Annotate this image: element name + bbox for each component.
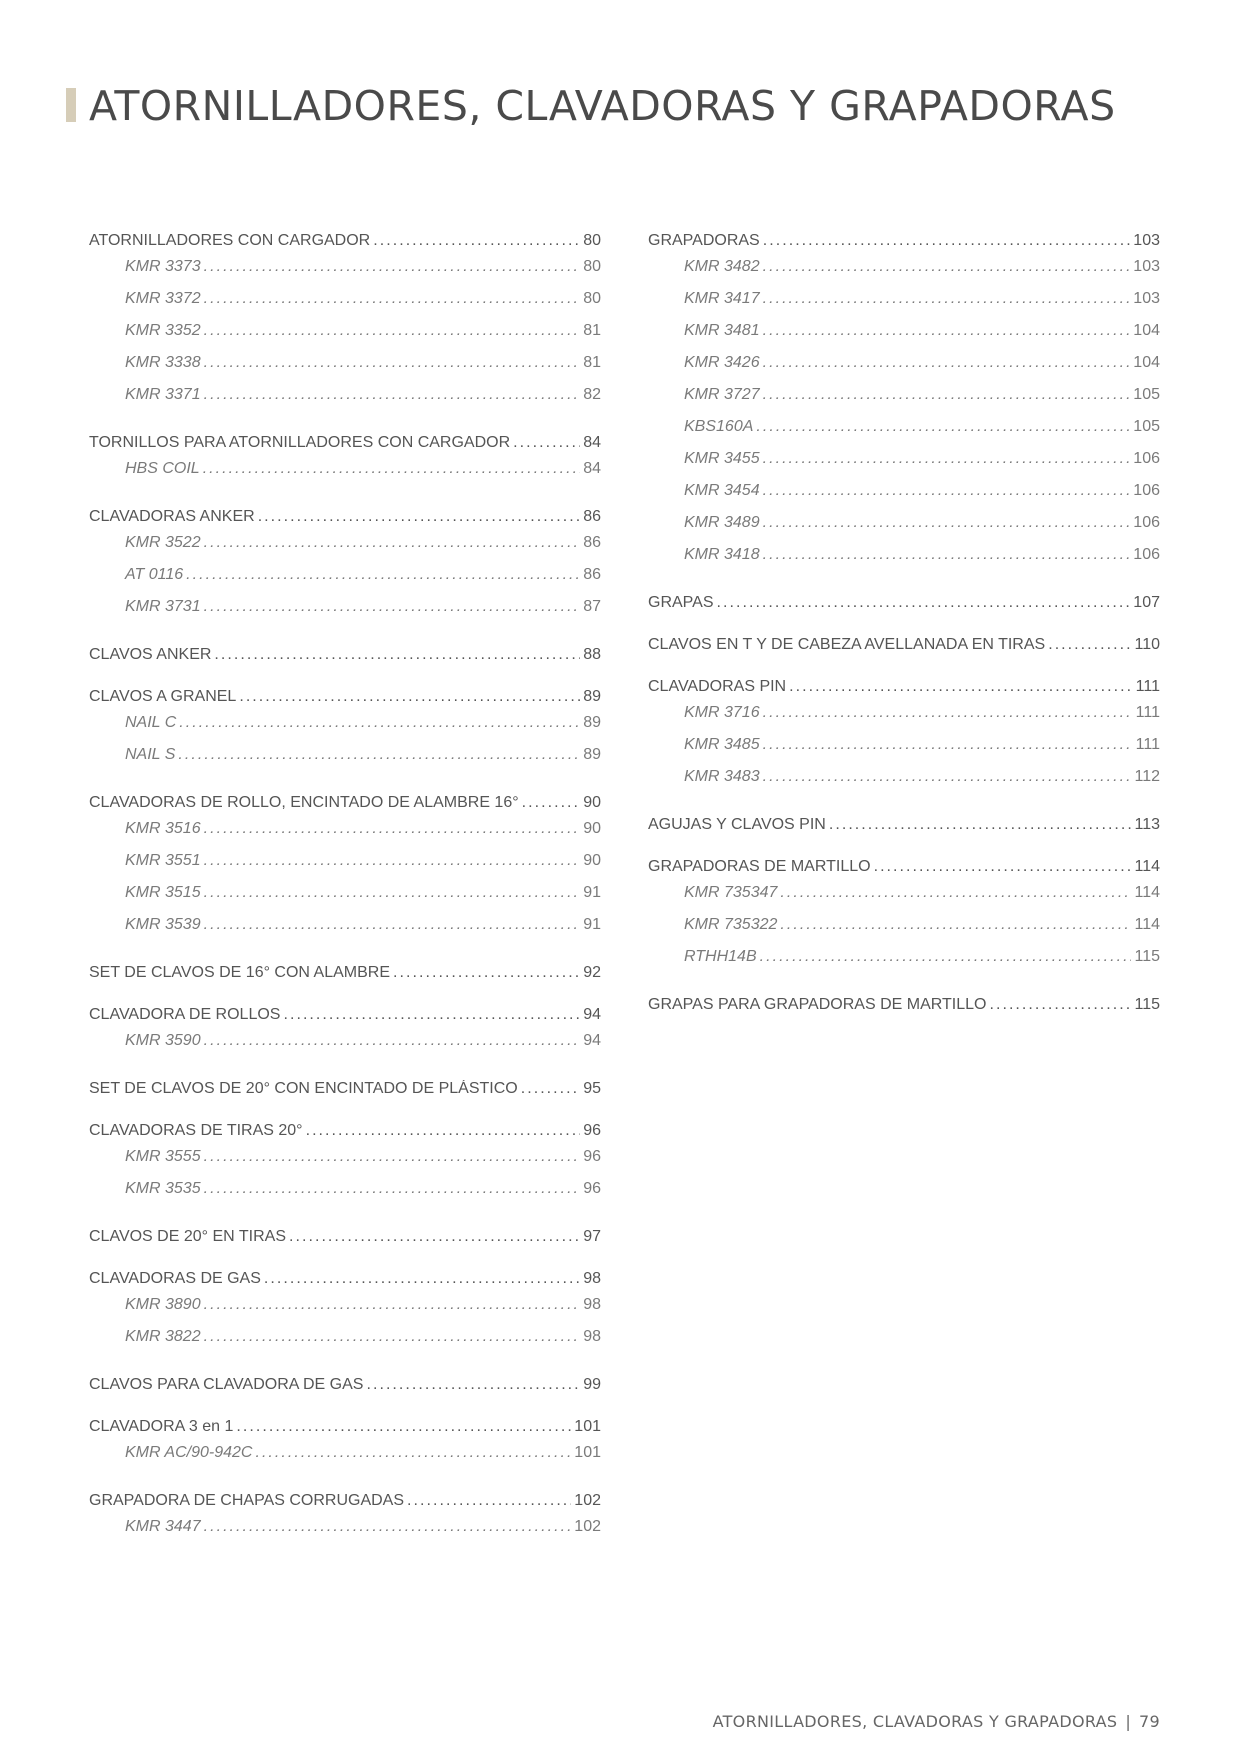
toc-entry[interactable] xyxy=(89,1228,601,1254)
toc-subentry[interactable] xyxy=(89,1328,601,1360)
toc-subentry[interactable] xyxy=(648,290,1160,322)
toc-subentry[interactable] xyxy=(89,1180,601,1212)
toc-entry-page: 99 xyxy=(583,1376,601,1393)
toc-entry-page: 86 xyxy=(583,508,601,525)
toc-section xyxy=(648,858,1160,980)
toc-leader-dots xyxy=(763,546,1131,564)
toc-subentry-label: KMR 3417 xyxy=(684,290,760,307)
toc-subentry-page: 82 xyxy=(583,386,601,403)
toc-subentry-page: 103 xyxy=(1133,290,1160,307)
toc-entry-label: GRAPADORA DE CHAPAS CORRUGADAS xyxy=(89,1492,405,1509)
toc-subentry-page: 81 xyxy=(583,354,601,371)
toc-subentry-label: KMR 3447 xyxy=(125,1518,201,1535)
toc-entry-label: GRAPADORAS xyxy=(648,232,760,249)
toc-leader-dots xyxy=(264,1270,580,1288)
toc-subentry[interactable] xyxy=(89,820,601,852)
toc-subentry-label: KBS160A xyxy=(684,418,754,435)
toc-entry-label: CLAVADORA DE ROLLOS xyxy=(89,1006,281,1023)
toc-subentry-page: 89 xyxy=(583,746,601,763)
toc-entry[interactable] xyxy=(89,1376,601,1402)
toc-subentry-page: 106 xyxy=(1133,450,1160,467)
toc-entry-label: CLAVADORAS DE ROLLO, ENCINTADO DE ALAMBRE 16° xyxy=(89,794,519,811)
toc-subentry-label: KMR 3489 xyxy=(684,514,760,531)
toc-subentry-label: NAIL S xyxy=(125,746,176,763)
toc-entry-label: CLAVADORA 3 en 1 xyxy=(89,1418,234,1435)
toc-leader-dots xyxy=(204,258,581,276)
toc-entry[interactable] xyxy=(89,688,601,714)
toc-entry-label: CLAVADORAS DE GAS xyxy=(89,1270,261,1287)
toc-section xyxy=(89,1122,601,1212)
toc-entry-label: SET DE CLAVOS DE 16° CON ALAMBRE xyxy=(89,964,391,981)
toc-leader-dots xyxy=(717,594,1131,612)
toc-entry[interactable] xyxy=(89,434,601,460)
toc-subentry[interactable] xyxy=(648,736,1160,768)
toc-subentry-page: 106 xyxy=(1133,482,1160,499)
toc-entry-label: SET DE CLAVOS DE 20° CON ENCINTADO DE PLÁSTICO xyxy=(89,1080,518,1097)
toc-entry-page: 97 xyxy=(583,1228,601,1245)
toc-leader-dots xyxy=(763,258,1131,276)
toc-section xyxy=(648,636,1160,662)
toc-subentry-label: AT 0116 xyxy=(125,566,184,583)
toc-subentry-label: KMR AC/90-942C xyxy=(125,1444,253,1461)
toc-subentry[interactable] xyxy=(89,386,601,418)
toc-leader-dots xyxy=(763,482,1131,500)
toc-subentry-label: KMR 3371 xyxy=(125,386,201,403)
toc-leader-dots xyxy=(763,514,1131,532)
toc-subentry-page: 114 xyxy=(1134,916,1160,933)
toc-entry-label: AGUJAS Y CLAVOS PIN xyxy=(648,816,826,833)
toc-entry[interactable] xyxy=(648,232,1160,258)
toc-entry-page: 115 xyxy=(1134,996,1160,1013)
toc-subentry-page: 91 xyxy=(583,916,601,933)
toc-entry-page: 98 xyxy=(583,1270,601,1287)
toc-entry[interactable] xyxy=(89,508,601,534)
page-footer xyxy=(713,1712,1160,1731)
toc-subentry-page: 90 xyxy=(583,820,601,837)
toc-leader-dots xyxy=(203,460,581,478)
toc-subentry-page: 114 xyxy=(1134,884,1160,901)
toc-leader-dots xyxy=(204,290,581,308)
toc-leader-dots xyxy=(204,884,581,902)
toc-subentry[interactable] xyxy=(89,534,601,566)
toc-subentry-label: KMR 3539 xyxy=(125,916,201,933)
toc-leader-dots xyxy=(204,1032,581,1050)
toc-subentry-label: HBS COIL xyxy=(125,460,200,477)
toc-subentry[interactable] xyxy=(648,418,1160,450)
toc-entry-page: 103 xyxy=(1133,232,1160,249)
toc-leader-dots xyxy=(874,858,1132,876)
toc-leader-dots xyxy=(763,354,1131,372)
toc-section xyxy=(89,232,601,418)
toc-entry-page: 84 xyxy=(583,434,601,451)
toc-entry[interactable] xyxy=(89,232,601,258)
toc-leader-dots xyxy=(204,1180,581,1198)
title-accent-bar xyxy=(66,88,76,122)
toc-entry-page: 111 xyxy=(1135,678,1160,695)
toc-subentry-label: KMR 3590 xyxy=(125,1032,201,1049)
toc-subentry-page: 96 xyxy=(583,1148,601,1165)
toc-entry-label: GRAPAS PARA GRAPADORAS DE MARTILLO xyxy=(648,996,987,1013)
toc-subentry-page: 105 xyxy=(1133,386,1160,403)
toc-entry[interactable] xyxy=(89,1122,601,1148)
toc-entry[interactable] xyxy=(89,646,601,672)
toc-subentry-label: KMR 3372 xyxy=(125,290,201,307)
toc-section xyxy=(648,816,1160,842)
toc-entry-label: CLAVOS PARA CLAVADORA DE GAS xyxy=(89,1376,364,1393)
toc-leader-dots xyxy=(763,768,1132,786)
toc-subentry[interactable] xyxy=(648,514,1160,546)
toc-leader-dots xyxy=(255,1444,571,1462)
toc-leader-dots xyxy=(989,996,1131,1014)
toc-subentry-label: KMR 3418 xyxy=(684,546,760,563)
toc-leader-dots xyxy=(513,434,580,452)
toc-leader-dots xyxy=(204,354,581,372)
toc-section xyxy=(648,232,1160,578)
toc-subentry[interactable] xyxy=(648,322,1160,354)
toc-subentry-label: KMR 3482 xyxy=(684,258,760,275)
toc-leader-dots xyxy=(780,884,1131,902)
toc-section xyxy=(89,508,601,630)
toc-leader-dots xyxy=(178,746,580,764)
toc-leader-dots xyxy=(306,1122,581,1140)
toc-subentry-page: 98 xyxy=(583,1296,601,1313)
toc-subentry-label: KMR 3522 xyxy=(125,534,201,551)
toc-subentry[interactable] xyxy=(89,290,601,322)
toc-entry-label: CLAVOS ANKER xyxy=(89,646,212,663)
toc-subentry-label: NAIL C xyxy=(125,714,177,731)
toc-subentry-label: KMR 3485 xyxy=(684,736,760,753)
toc-entry-label: TORNILLOS PARA ATORNILLADORES CON CARGADOR xyxy=(89,434,511,451)
toc-entry-page: 90 xyxy=(583,794,601,811)
toc-subentry-label: KMR 3483 xyxy=(684,768,760,785)
toc-leader-dots xyxy=(179,714,580,732)
toc-subentry-page: 80 xyxy=(583,290,601,307)
toc-leader-dots xyxy=(366,1376,580,1394)
toc-subentry-label: KMR 3426 xyxy=(684,354,760,371)
toc-subentry-label: KMR 3515 xyxy=(125,884,201,901)
toc-entry-page: 92 xyxy=(583,964,601,981)
toc-subentry-label: KMR 3516 xyxy=(125,820,201,837)
toc-entry-page: 94 xyxy=(583,1006,601,1023)
toc-entry[interactable] xyxy=(648,858,1160,884)
toc-subentry-label: KMR 735347 xyxy=(684,884,778,901)
toc-leader-dots xyxy=(204,1296,581,1314)
toc-entry[interactable] xyxy=(648,996,1160,1022)
toc-subentry[interactable] xyxy=(89,258,601,290)
toc-entry[interactable] xyxy=(648,816,1160,842)
toc-subentry-page: 112 xyxy=(1134,768,1160,785)
toc-leader-dots xyxy=(204,534,581,552)
toc-entry[interactable] xyxy=(89,1270,601,1296)
toc-leader-dots xyxy=(763,704,1133,722)
toc-subentry-page: 91 xyxy=(583,884,601,901)
toc-entry-label: CLAVADORAS PIN xyxy=(648,678,787,695)
toc-subentry-label: KMR 3352 xyxy=(125,322,201,339)
toc-section xyxy=(89,1228,601,1254)
toc-entry-label: CLAVOS A GRANEL xyxy=(89,688,237,705)
toc-leader-dots xyxy=(760,948,1132,966)
toc-leader-dots xyxy=(407,1492,571,1510)
toc-subentry-page: 102 xyxy=(574,1518,601,1535)
toc-entry[interactable] xyxy=(89,1492,601,1518)
toc-subentry-label: KMR 3338 xyxy=(125,354,201,371)
toc-column-right xyxy=(648,232,1160,1038)
toc-subentry[interactable] xyxy=(648,948,1160,980)
toc-subentry-page: 87 xyxy=(583,598,601,615)
toc-subentry-page: 98 xyxy=(583,1328,601,1345)
toc-entry-label: CLAVOS DE 20° EN TIRAS xyxy=(89,1228,286,1245)
toc-entry[interactable] xyxy=(648,636,1160,662)
toc-leader-dots xyxy=(763,232,1131,250)
toc-section xyxy=(89,434,601,492)
toc-section xyxy=(89,1006,601,1064)
toc-subentry-page: 86 xyxy=(583,534,601,551)
toc-subentry[interactable] xyxy=(89,884,601,916)
toc-entry-page: 89 xyxy=(583,688,601,705)
toc-subentry[interactable] xyxy=(89,322,601,354)
toc-leader-dots xyxy=(204,1518,572,1536)
toc-subentry-page: 101 xyxy=(574,1444,601,1461)
toc-leader-dots xyxy=(204,916,581,934)
toc-leader-dots xyxy=(204,322,581,340)
toc-subentry-page: 86 xyxy=(583,566,601,583)
toc-subentry-page: 96 xyxy=(583,1180,601,1197)
toc-subentry-label: KMR 3555 xyxy=(125,1148,201,1165)
toc-leader-dots xyxy=(186,566,580,584)
toc-subentry-page: 104 xyxy=(1133,322,1160,339)
toc-entry-page: 101 xyxy=(574,1418,601,1435)
toc-subentry-label: KMR 3890 xyxy=(125,1296,201,1313)
toc-section xyxy=(89,1492,601,1550)
toc-leader-dots xyxy=(204,1148,581,1166)
toc-subentry-label: KMR 3535 xyxy=(125,1180,201,1197)
toc-section xyxy=(89,1418,601,1476)
toc-subentry[interactable] xyxy=(648,704,1160,736)
toc-subentry-label: KMR 3727 xyxy=(684,386,760,403)
toc-subentry-label: KMR 3551 xyxy=(125,852,201,869)
toc-leader-dots xyxy=(283,1006,580,1024)
toc-subentry-page: 106 xyxy=(1133,546,1160,563)
toc-subentry[interactable] xyxy=(89,746,601,778)
toc-subentry[interactable] xyxy=(89,1444,601,1476)
toc-leader-dots xyxy=(239,688,580,706)
toc-leader-dots xyxy=(258,508,581,526)
toc-leader-dots xyxy=(214,646,580,664)
toc-section xyxy=(89,688,601,778)
toc-leader-dots xyxy=(522,794,581,812)
toc-subentry-label: KMR 3731 xyxy=(125,598,201,615)
toc-section xyxy=(89,1270,601,1360)
toc-subentry[interactable] xyxy=(89,598,601,630)
toc-subentry-label: KMR 3822 xyxy=(125,1328,201,1345)
toc-subentry-label: KMR 3454 xyxy=(684,482,760,499)
toc-leader-dots xyxy=(204,852,581,870)
footer-separator: | xyxy=(1125,1712,1132,1731)
toc-leader-dots xyxy=(780,916,1131,934)
toc-leader-dots xyxy=(789,678,1133,696)
toc-subentry-page: 90 xyxy=(583,852,601,869)
toc-subentry[interactable] xyxy=(89,460,601,492)
toc-subentry[interactable] xyxy=(648,768,1160,800)
toc-section xyxy=(89,1376,601,1402)
toc-subentry[interactable] xyxy=(89,1296,601,1328)
toc-entry-label: CLAVADORAS DE TIRAS 20° xyxy=(89,1122,303,1139)
toc-entry[interactable] xyxy=(89,964,601,990)
toc-subentry-label: RTHH14B xyxy=(684,948,757,965)
toc-subentry-page: 105 xyxy=(1133,418,1160,435)
toc-subentry[interactable] xyxy=(89,852,601,884)
toc-subentry[interactable] xyxy=(648,482,1160,514)
toc-subentry-label: KMR 735322 xyxy=(684,916,778,933)
toc-entry-page: 95 xyxy=(583,1080,601,1097)
toc-leader-dots xyxy=(763,322,1131,340)
toc-subentry-page: 104 xyxy=(1133,354,1160,371)
toc-subentry[interactable] xyxy=(648,450,1160,482)
toc-subentry-page: 81 xyxy=(583,322,601,339)
toc-subentry-label: KMR 3481 xyxy=(684,322,760,339)
toc-leader-dots xyxy=(289,1228,580,1246)
toc-subentry-page: 94 xyxy=(583,1032,601,1049)
toc-column-left xyxy=(89,232,601,1566)
toc-subentry-label: KMR 3373 xyxy=(125,258,201,275)
toc-leader-dots xyxy=(373,232,580,250)
toc-leader-dots xyxy=(204,386,581,404)
toc-subentry-page: 115 xyxy=(1134,948,1160,965)
toc-subentry-page: 111 xyxy=(1135,736,1160,753)
toc-entry[interactable] xyxy=(89,794,601,820)
toc-entry[interactable] xyxy=(648,678,1160,704)
toc-section xyxy=(89,964,601,990)
toc-section xyxy=(89,794,601,948)
toc-entry-page: 107 xyxy=(1133,594,1160,611)
toc-section xyxy=(648,678,1160,800)
toc-leader-dots xyxy=(236,1418,571,1436)
toc-leader-dots xyxy=(1048,636,1131,654)
toc-subentry[interactable] xyxy=(648,916,1160,948)
toc-entry-page: 96 xyxy=(583,1122,601,1139)
toc-entry-page: 88 xyxy=(583,646,601,663)
toc-section xyxy=(648,594,1160,620)
toc-subentry[interactable] xyxy=(648,258,1160,290)
toc-leader-dots xyxy=(393,964,580,982)
toc-leader-dots xyxy=(763,290,1131,308)
toc-leader-dots xyxy=(763,736,1133,754)
toc-subentry-page: 111 xyxy=(1135,704,1160,721)
toc-leader-dots xyxy=(204,1328,581,1346)
toc-leader-dots xyxy=(204,820,581,838)
footer-section-title: ATORNILLADORES, CLAVADORAS Y GRAPADORAS xyxy=(712,1712,1118,1731)
toc-entry-label: CLAVADORAS ANKER xyxy=(89,508,255,525)
toc-leader-dots xyxy=(204,598,581,616)
toc-subentry-page: 84 xyxy=(583,460,601,477)
toc-section xyxy=(89,646,601,672)
toc-subentry[interactable] xyxy=(648,546,1160,578)
toc-entry-label: ATORNILLADORES CON CARGADOR xyxy=(89,232,371,249)
toc-entry-label: GRAPAS xyxy=(648,594,714,611)
page-title: ATORNILLADORES, CLAVADORAS Y GRAPADORAS xyxy=(89,82,1116,130)
toc-entry-page: 110 xyxy=(1134,636,1160,653)
toc-subentry[interactable] xyxy=(89,1518,601,1550)
toc-subentry[interactable] xyxy=(89,714,601,746)
footer-page-number: 79 xyxy=(1139,1712,1160,1731)
toc-entry-page: 113 xyxy=(1134,816,1160,833)
toc-entry-label: CLAVOS EN T Y DE CABEZA AVELLANADA EN TIRAS xyxy=(648,636,1046,653)
toc-section xyxy=(89,1080,601,1106)
toc-subentry-page: 80 xyxy=(583,258,601,275)
toc-entry-page: 102 xyxy=(574,1492,601,1509)
toc-subentry[interactable] xyxy=(89,354,601,386)
toc-subentry[interactable] xyxy=(89,1032,601,1064)
toc-subentry-page: 89 xyxy=(583,714,601,731)
toc-subentry[interactable] xyxy=(89,566,601,598)
toc-entry[interactable] xyxy=(89,1418,601,1444)
toc-leader-dots xyxy=(763,450,1131,468)
toc-entry[interactable] xyxy=(89,1080,601,1106)
toc-subentry-page: 106 xyxy=(1133,514,1160,531)
toc-subentry[interactable] xyxy=(648,884,1160,916)
toc-leader-dots xyxy=(763,386,1131,404)
toc-leader-dots xyxy=(521,1080,580,1098)
toc-section xyxy=(648,996,1160,1022)
toc-subentry[interactable] xyxy=(648,354,1160,386)
toc-subentry[interactable] xyxy=(89,916,601,948)
toc-entry-label: GRAPADORAS DE MARTILLO xyxy=(648,858,871,875)
toc-subentry[interactable] xyxy=(89,1148,601,1180)
toc-subentry-page: 103 xyxy=(1133,258,1160,275)
toc-leader-dots xyxy=(829,816,1132,834)
toc-entry-page: 80 xyxy=(583,232,601,249)
toc-entry[interactable] xyxy=(648,594,1160,620)
toc-leader-dots xyxy=(756,418,1130,436)
toc-entry[interactable] xyxy=(89,1006,601,1032)
toc-subentry[interactable] xyxy=(648,386,1160,418)
toc-entry-page: 114 xyxy=(1134,858,1160,875)
toc-subentry-label: KMR 3455 xyxy=(684,450,760,467)
toc-subentry-label: KMR 3716 xyxy=(684,704,760,721)
